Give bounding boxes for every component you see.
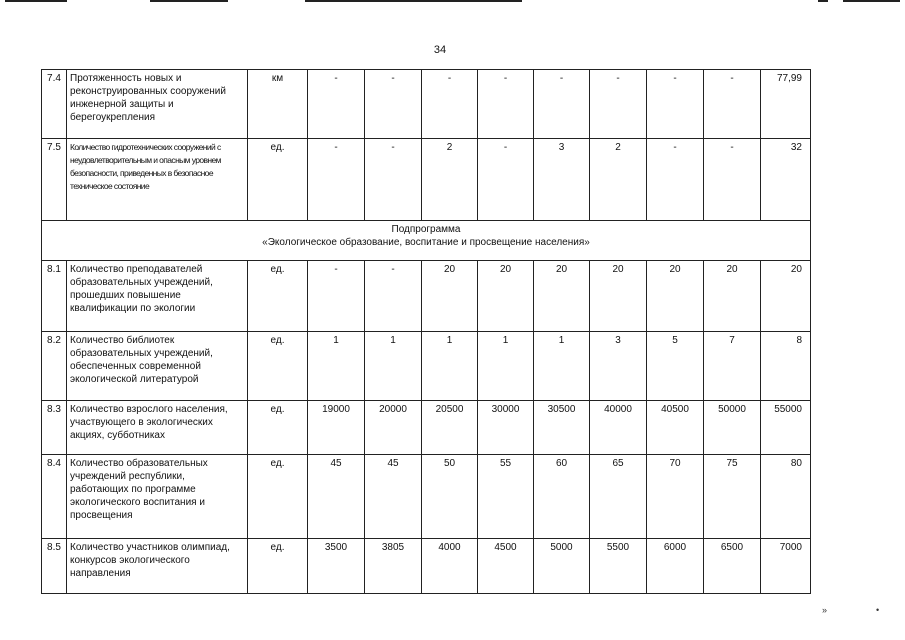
value-cell: 20000 xyxy=(365,401,422,455)
row-number: 8.3 xyxy=(42,401,67,455)
value-cell: 20 xyxy=(761,261,811,332)
value-cell: 19000 xyxy=(308,401,365,455)
value-cell: 2 xyxy=(590,139,647,221)
value-cell: 1 xyxy=(478,332,534,401)
value-cell: - xyxy=(534,70,590,139)
value-cell: - xyxy=(478,139,534,221)
value-cell: 7000 xyxy=(761,539,811,594)
unit-cell: ед. xyxy=(248,332,308,401)
value-cell: - xyxy=(308,139,365,221)
value-cell: 20 xyxy=(534,261,590,332)
value-cell: - xyxy=(704,70,761,139)
value-cell: 6000 xyxy=(647,539,704,594)
value-cell: 45 xyxy=(365,455,422,539)
value-cell: 45 xyxy=(308,455,365,539)
value-cell: 20 xyxy=(478,261,534,332)
indicator-name: Количество участников олимпиад, конкурсов экологического направления xyxy=(67,539,248,594)
value-cell: 5500 xyxy=(590,539,647,594)
value-cell: 32 xyxy=(761,139,811,221)
row-number: 7.4 xyxy=(42,70,67,139)
subprogram-title: «Экологическое образование, воспитание и просвещение населения» xyxy=(262,237,590,248)
table-row xyxy=(42,455,811,539)
value-cell: 30500 xyxy=(534,401,590,455)
row-number: 7.5 xyxy=(42,139,67,221)
value-cell: 55000 xyxy=(761,401,811,455)
value-cell: - xyxy=(704,139,761,221)
top-rule xyxy=(305,0,522,2)
value-cell: 7 xyxy=(704,332,761,401)
unit-cell: ед. xyxy=(248,539,308,594)
value-cell: 5000 xyxy=(534,539,590,594)
value-cell: 3 xyxy=(534,139,590,221)
value-cell: - xyxy=(478,70,534,139)
value-cell: 8 xyxy=(761,332,811,401)
top-rule xyxy=(818,0,828,2)
value-cell: 1 xyxy=(422,332,478,401)
value-cell: 75 xyxy=(704,455,761,539)
unit-cell: км xyxy=(248,70,308,139)
row-number: 8.2 xyxy=(42,332,67,401)
value-cell: - xyxy=(422,70,478,139)
top-rule xyxy=(5,0,67,2)
value-cell: 40500 xyxy=(647,401,704,455)
table-row xyxy=(42,332,811,401)
value-cell: - xyxy=(647,70,704,139)
value-cell: 60 xyxy=(534,455,590,539)
value-cell: - xyxy=(308,70,365,139)
footer-mark: » xyxy=(822,605,828,615)
top-rule xyxy=(843,0,900,2)
value-cell: 1 xyxy=(365,332,422,401)
indicator-name: Количество взрослого населения, участвующего в экологических акциях, субботниках xyxy=(67,401,248,455)
unit-cell: ед. xyxy=(248,455,308,539)
unit-cell: ед. xyxy=(248,261,308,332)
value-cell: 2 xyxy=(422,139,478,221)
value-cell: 40000 xyxy=(590,401,647,455)
value-cell: 30000 xyxy=(478,401,534,455)
value-cell: - xyxy=(365,139,422,221)
indicator-name: Количество гидротехнических сооружений с неудовлетворительным и опасным уровнем безопасности, приведенных в безопасное техническое состояние xyxy=(67,139,248,221)
value-cell: 20 xyxy=(704,261,761,332)
value-cell: 3 xyxy=(590,332,647,401)
row-number: 8.1 xyxy=(42,261,67,332)
value-cell: 50 xyxy=(422,455,478,539)
value-cell: 20500 xyxy=(422,401,478,455)
value-cell: 1 xyxy=(534,332,590,401)
value-cell: 4000 xyxy=(422,539,478,594)
subprogram-heading xyxy=(42,221,811,261)
value-cell: 50000 xyxy=(704,401,761,455)
value-cell: 3500 xyxy=(308,539,365,594)
value-cell: 77,99 xyxy=(761,70,811,139)
value-cell: 70 xyxy=(647,455,704,539)
subprogram-label: Подпрограмма xyxy=(391,224,461,235)
value-cell: - xyxy=(365,70,422,139)
value-cell: 55 xyxy=(478,455,534,539)
unit-cell: ед. xyxy=(248,401,308,455)
indicator-name: Количество библиотек образовательных учреждений, обеспеченных современной экологической литературой xyxy=(67,332,248,401)
top-rule xyxy=(150,0,228,2)
indicator-name: Количество образовательных учреждений республики, работающих по программе экологического воспитания и просвещения xyxy=(67,455,248,539)
table-row xyxy=(42,401,811,455)
value-cell: 20 xyxy=(590,261,647,332)
value-cell: 4500 xyxy=(478,539,534,594)
table-row xyxy=(42,539,811,594)
value-cell: 65 xyxy=(590,455,647,539)
table-row xyxy=(42,70,811,139)
subprogram-row xyxy=(42,221,811,261)
indicator-table xyxy=(41,69,811,594)
value-cell: - xyxy=(590,70,647,139)
table-row xyxy=(42,261,811,332)
value-cell: 80 xyxy=(761,455,811,539)
value-cell: 5 xyxy=(647,332,704,401)
value-cell: - xyxy=(308,261,365,332)
value-cell: 6500 xyxy=(704,539,761,594)
table-row xyxy=(42,139,811,221)
value-cell: 20 xyxy=(647,261,704,332)
value-cell: 20 xyxy=(422,261,478,332)
unit-cell: ед. xyxy=(248,139,308,221)
value-cell: 3805 xyxy=(365,539,422,594)
footer-mark: • xyxy=(876,605,880,615)
value-cell: - xyxy=(365,261,422,332)
value-cell: 1 xyxy=(308,332,365,401)
row-number: 8.5 xyxy=(42,539,67,594)
indicator-name: Протяженность новых и реконструированных сооружений инженерной защиты и берегоукрепления xyxy=(67,70,248,139)
page-number: 34 xyxy=(433,44,447,56)
row-number: 8.4 xyxy=(42,455,67,539)
indicator-name: Количество преподавателей образовательных учреждений, прошедших повышение квалификации по экологии xyxy=(67,261,248,332)
value-cell: - xyxy=(647,139,704,221)
